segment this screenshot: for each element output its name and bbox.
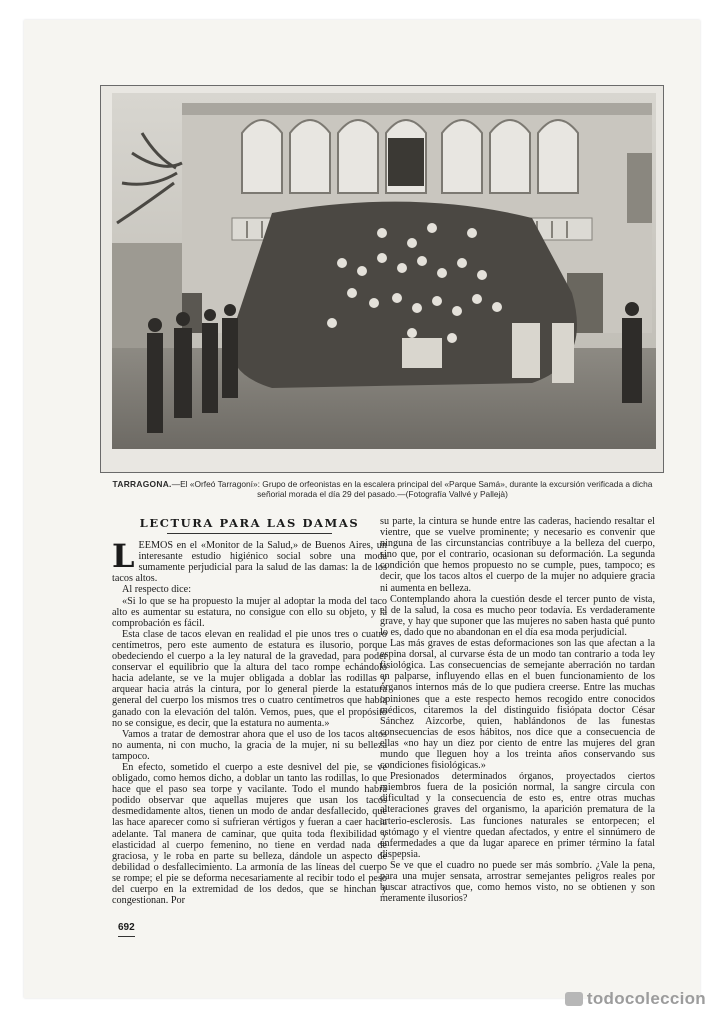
drop-cap: L: [112, 537, 135, 576]
article-paragraph-6: En efecto, sometido el cuerpo a este desnivel del pie, se ve obligado, como hemos dicho, a doblar un tanto las rodillas, lo que hace que el paso sea torpe y vacilante. Todo el mundo habrá podido observar que aquellas mujeres que usan los tacos desmedidamente altos, tienen un modo de andar desfallecido, que las hace aparecer como si sufrieran vértigos y fueran a caer hacia adelante. Tal manera de caminar, que quita toda flexibilidad y elasticidad al cuerpo femenino, no tiene en verdad nada de graciosa, y le roba en parte su belleza, dándole un aspecto de debilidad o desfallecimiento. La armonía de las líneas del cuerpo se rompe; el pie se deforma necesariamente al recibir todo el peso del cuerpo en la extremidad de los dedos, que se hinchan y congestionan. Por: [112, 761, 387, 907]
caption-place: TARRAGONA.: [112, 479, 172, 489]
site-watermark: [565, 989, 706, 1009]
article-column-right: [380, 516, 655, 904]
article-paragraph-10: Presionados determinados órganos, proyectados ciertos miembros fuera de la posición normal, la sangre circula con dificultad y la consecuencia de esto es, entre otras muchas alteraciones graves del organismo, la aparición prematura de la arterio-esclerosis. Las funciones naturales se entorpecen; el estómago y el vientre quedan afectados, y entre el sinnúmero de enfermedades a que da lugar aparece en primer término la fatal dispepsia.: [380, 771, 655, 860]
group-photograph: [112, 93, 656, 449]
page-number: 692: [118, 922, 135, 933]
article-paragraph-7: su parte, la cintura se hunde entre las caderas, haciendo resaltar el vientre, que se vuelve prominente; y necesario es convenir que ninguna de las circunstancias contribuye a la belleza del cuerpo, sino que, por el contrario, ocasionan su deformación. La segunda condición que hemos propuesto no se cumple, pues, tampoco; es decir, que los tacos altos el cuerpo de la mujer no adquiere gracia ni aumenta en belleza.: [380, 516, 655, 594]
article-paragraph-8: Contemplando ahora la cuestión desde el tercer punto de vista, el de la salud, la cosa es mucho peor todavía. Es verdaderamente grave, y hay que suponer que las mujeres no saben hasta qué punto lo es, dado que no abandonan en el día esa moda perjudicial.: [380, 593, 655, 638]
watermark-logo-icon: [565, 992, 583, 1006]
article-paragraph-4: Esta clase de tacos elevan en realidad el pie unos tres o cuatro centímetros, pero este aumento de estatura es ilusorio, porque obedeciendo el cuerpo a la ley natural de la gravedad, para poder conservar el equilibrio que la altura del taco rompe echándolo hacia adelante, se ve la mujer obligada a doblar las rodillas y arquear hacia atrás la cintura, por lo general pierde la estatura general del cuerpo los mismos tres o cuatro centímetros que había ganado con la elevación del talón. Vemos, pues, que el propósito no se consigue, es decir, que la estatura no aumenta.»: [112, 628, 387, 729]
article-paragraph-1: LEEMOS en el «Monitor de la Salud,» de Buenos Aires, un interesante estudio higiénico social sobre una moda sumamente perjudicial para la salud de las damas: la de los tacos altos.: [112, 537, 387, 585]
article-paragraph-3: «Si lo que se ha propuesto la mujer al adoptar la moda del taco alto es aumentar su estatura, no consigue con ello su objeto, y la comprobación es fácil.: [112, 595, 387, 629]
article-paragraph-5: Vamos a tratar de demostrar ahora que el uso de los tacos altos no aumenta, ni con mucho, la gracia de la mujer, ni su belleza tampoco.: [112, 728, 387, 762]
article-paragraph-9: Las más graves de estas deformaciones son las que afectan a la espina dorsal, al curvarse ésta de un modo tan contrario a toda ley fisiológica. Las consecuencias de semejante aberración no tardan en palparse, influyendo ellas en el buen funcionamiento de los órganos internos más de lo que pudiera creerse. Entre las muchas opiniones que a este respecto hemos recogido entre conocidos médicos, citaremos la del distinguido fisiópata doctor César Sánchez Aizcorbe, quien, hablándonos de las funestas consecuencias de esos hábitos, nos dice que a consecuencia de ellas «no hay un diez por ciento de entre las mujeres del gran mundo que lleguen hoy a los treinta años conservando sus condiciones fisiológicas.»: [380, 638, 655, 772]
article-title: LECTURA PARA LAS DAMAS: [139, 516, 360, 530]
article-paragraph-11: Se ve que el cuadro no puede ser más sombrío. ¿Vale la pena, para una mujer sensata, arrostrar semejantes peligros reales por buscar atractivos que, como hemos visto, no se obtienen y son meramente ilusorios?: [380, 859, 655, 905]
article-column-left: [112, 516, 387, 906]
photo-illustration: [112, 93, 656, 449]
watermark-text: todocoleccion: [586, 989, 706, 1008]
title-rule: [167, 533, 332, 534]
photo-caption: [110, 479, 655, 499]
article-paragraph-2: Al respecto dice:: [122, 584, 192, 596]
caption-text: —El «Orfeó Tarragoní»: Grupo de orfeonistas en la escalera principal del «Parque Samá», durante la excursión verificada a dicha señorial morada el día 29 del pasado.—(Fotografía Vallvé y Pallejà): [171, 479, 653, 499]
